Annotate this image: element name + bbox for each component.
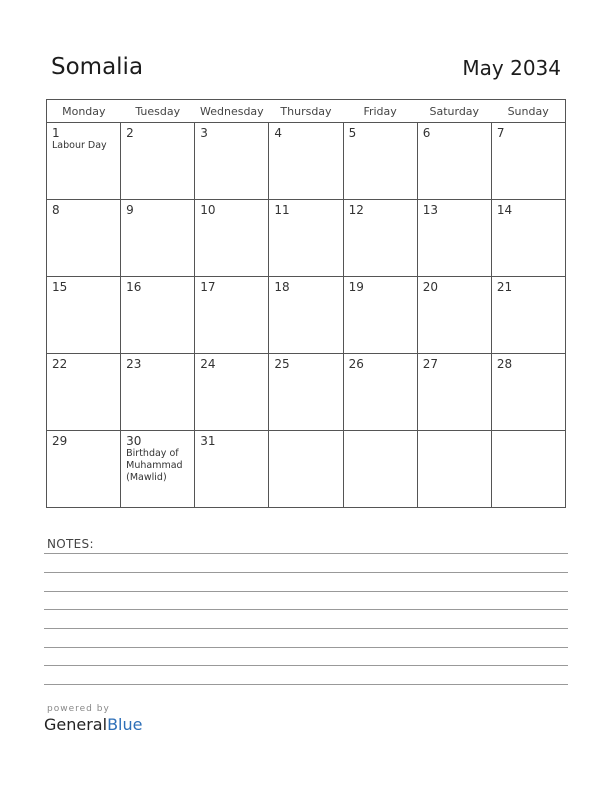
day-number: 21 [496, 280, 513, 294]
day-number: 20 [422, 280, 438, 294]
calendar-day-cell[interactable] [47, 123, 121, 200]
weekday-header-row [47, 100, 566, 123]
calendar-body [47, 123, 566, 508]
notes-label: NOTES: [47, 537, 94, 551]
day-number: 6 [422, 126, 431, 140]
calendar-day-cell[interactable] [491, 200, 565, 277]
calendar-day-cell[interactable] [121, 277, 195, 354]
calendar-day-cell[interactable] [343, 354, 417, 431]
calendar-day-cell[interactable] [269, 354, 343, 431]
brand-name-blue: Blue [107, 715, 143, 734]
powered-by-text: powered by [47, 704, 110, 714]
day-number: 3 [200, 126, 208, 140]
note-line [44, 553, 568, 554]
calendar-day-cell[interactable] [195, 354, 269, 431]
day-number: 23 [126, 357, 142, 371]
note-line [44, 647, 568, 648]
holiday-label: Labour Day [52, 140, 107, 151]
note-line [44, 591, 568, 592]
calendar-day-cell[interactable] [269, 200, 343, 277]
day-number: 10 [200, 203, 216, 217]
note-line [44, 628, 568, 629]
calendar-day-cell[interactable] [417, 354, 491, 431]
calendar-day-cell[interactable] [417, 200, 491, 277]
day-number: 22 [52, 357, 68, 371]
day-number: 24 [200, 357, 216, 371]
day-number: 9 [126, 203, 134, 217]
calendar-week-row [47, 277, 566, 354]
calendar-day-cell[interactable] [121, 354, 195, 431]
calendar-day-cell[interactable] [491, 277, 565, 354]
calendar-week-row [47, 354, 566, 431]
weekday-saturday: Saturday [417, 100, 491, 123]
calendar-day-cell[interactable] [47, 354, 121, 431]
day-number: 17 [200, 280, 216, 294]
day-number: 27 [422, 357, 438, 371]
calendar-day-cell[interactable] [417, 431, 491, 508]
calendar-day-cell[interactable] [195, 277, 269, 354]
day-number: 7 [496, 126, 505, 140]
calendar-day-cell[interactable] [195, 200, 269, 277]
calendar-day-cell[interactable] [269, 277, 343, 354]
day-number: 31 [200, 434, 216, 448]
calendar-day-cell[interactable] [121, 200, 195, 277]
calendar-day-cell[interactable] [417, 277, 491, 354]
calendar-day-cell[interactable] [343, 277, 417, 354]
brand-name [44, 715, 142, 734]
calendar-day-cell[interactable] [343, 200, 417, 277]
day-number: 18 [274, 280, 290, 294]
weekday-tuesday: Tuesday [121, 100, 195, 123]
calendar-day-cell[interactable] [195, 123, 269, 200]
calendar-day-cell[interactable] [343, 123, 417, 200]
note-line [44, 665, 568, 666]
weekday-wednesday: Wednesday [195, 100, 269, 123]
day-number: 12 [348, 203, 364, 217]
day-number [418, 431, 491, 434]
calendar-day-cell[interactable] [343, 431, 417, 508]
calendar-day-cell[interactable] [417, 123, 491, 200]
calendar-day-cell[interactable] [121, 431, 195, 508]
calendar-day-cell[interactable] [47, 277, 121, 354]
day-number: 29 [52, 434, 68, 448]
holiday-label: Birthday of Muhammad (Mawlid) [126, 448, 183, 483]
day-number [492, 431, 565, 434]
calendar-day-cell[interactable] [47, 200, 121, 277]
day-number: 4 [274, 126, 283, 140]
calendar-day-cell[interactable] [195, 431, 269, 508]
day-number: 2 [126, 126, 134, 140]
day-number: 19 [348, 280, 364, 294]
calendar-week-row [47, 200, 566, 277]
calendar-week-row [47, 431, 566, 508]
calendar-grid [46, 99, 566, 508]
day-number [344, 431, 417, 434]
day-number [269, 431, 342, 434]
weekday-sunday: Sunday [491, 100, 565, 123]
day-number: 16 [126, 280, 142, 294]
day-number: 11 [274, 203, 290, 217]
calendar-country-title: Somalia [51, 54, 144, 80]
day-number: 14 [496, 203, 513, 217]
day-number: 25 [274, 357, 290, 371]
generalblue-logo[interactable] [44, 704, 142, 734]
note-line [44, 572, 568, 573]
brand-name-general: General [44, 715, 108, 734]
calendar-day-cell[interactable] [269, 123, 343, 200]
weekday-thursday: Thursday [269, 100, 343, 123]
calendar-day-cell[interactable] [491, 431, 565, 508]
calendar-month-title: May 2034 [462, 56, 561, 80]
day-number: 13 [422, 203, 438, 217]
day-number: 15 [52, 280, 68, 294]
day-number: 8 [52, 203, 60, 217]
note-line [44, 609, 568, 610]
calendar-week-row [47, 123, 566, 200]
weekday-monday: Monday [47, 100, 121, 123]
day-number: 26 [348, 357, 364, 371]
day-number: 5 [348, 126, 357, 140]
calendar-day-cell[interactable] [121, 123, 195, 200]
day-number: 28 [496, 357, 513, 371]
day-number: 1 [52, 126, 60, 140]
weekday-friday: Friday [343, 100, 417, 123]
day-number: 30 [126, 434, 142, 448]
calendar-day-cell[interactable] [491, 123, 565, 200]
calendar-day-cell[interactable] [47, 431, 121, 508]
note-line [44, 684, 568, 685]
calendar-day-cell[interactable] [491, 354, 565, 431]
calendar-day-cell[interactable] [269, 431, 343, 508]
